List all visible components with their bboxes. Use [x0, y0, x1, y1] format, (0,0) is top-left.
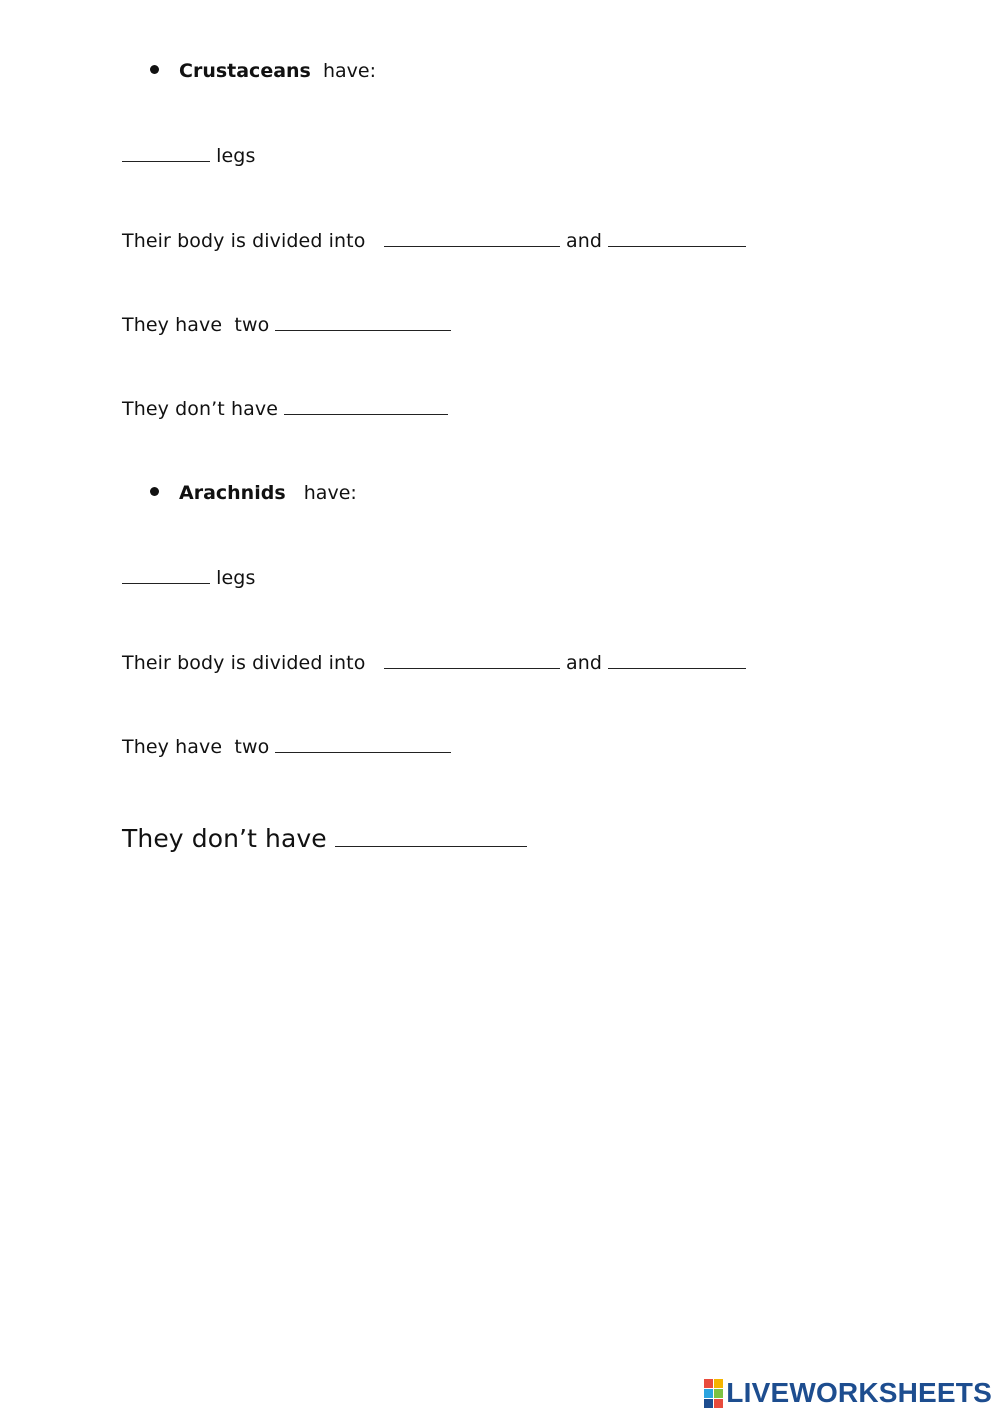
body-and: and — [565, 652, 603, 674]
group-name: Crustaceans — [179, 60, 311, 82]
crustaceans-heading — [150, 60, 376, 82]
group-suffix: have: — [303, 482, 357, 504]
body-blank-2[interactable] — [608, 245, 746, 247]
body-blank-1[interactable] — [384, 667, 560, 669]
body-prefix: Their body is divided into — [122, 230, 366, 252]
body-prefix: Their body is divided into — [122, 652, 366, 674]
dont-prefix: They don’t have — [122, 824, 327, 853]
legs-blank[interactable] — [122, 160, 210, 162]
body-and: and — [565, 230, 603, 252]
arachnids-body-line — [122, 652, 746, 674]
arachnids-dont-line — [122, 824, 527, 853]
two-blank[interactable] — [275, 329, 451, 331]
group-name: Arachnids — [179, 482, 286, 504]
bullet-icon — [150, 487, 159, 496]
legs-word: legs — [216, 145, 256, 167]
arachnids-two-line — [122, 736, 451, 758]
crustaceans-body-line — [122, 230, 746, 252]
brand-text: LIVEWORKSHEETS — [726, 1377, 992, 1408]
two-prefix: They have two — [122, 736, 270, 758]
body-blank-2[interactable] — [608, 667, 746, 669]
bullet-icon — [150, 65, 159, 74]
arachnids-legs-line — [122, 567, 255, 589]
logo-mark-icon — [704, 1379, 723, 1408]
body-blank-1[interactable] — [384, 245, 560, 247]
liveworksheets-logo — [704, 1376, 992, 1410]
crustaceans-legs-line — [122, 145, 255, 167]
legs-blank[interactable] — [122, 582, 210, 584]
two-prefix: They have two — [122, 314, 270, 336]
arachnids-heading — [150, 482, 357, 504]
group-suffix: have: — [322, 60, 376, 82]
dont-blank[interactable] — [284, 413, 448, 415]
legs-word: legs — [216, 567, 256, 589]
crustaceans-dont-line — [122, 398, 448, 420]
dont-prefix: They don’t have — [122, 398, 278, 420]
two-blank[interactable] — [275, 751, 451, 753]
dont-blank[interactable] — [335, 845, 527, 847]
crustaceans-two-line — [122, 314, 451, 336]
